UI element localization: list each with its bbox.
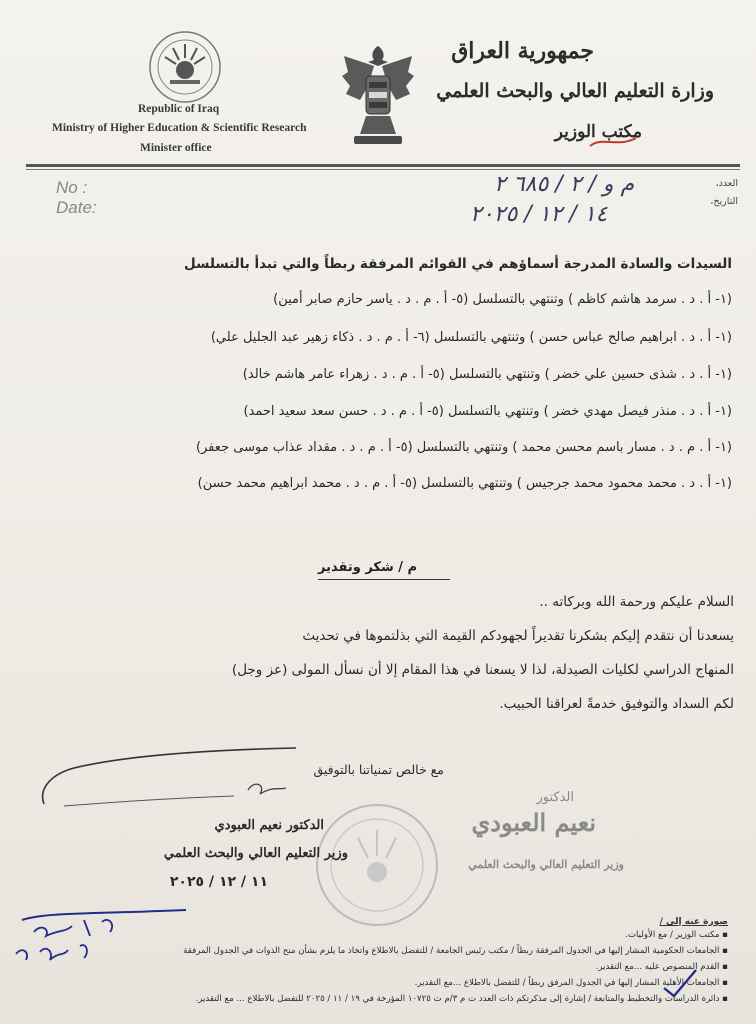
greeting-line: السلام عليكم ورحمة الله وبركاته ..	[539, 594, 734, 610]
signer-title: وزير التعليم العالي والبحث العلمي	[163, 846, 348, 861]
list-item: (١- أ . د . منذر فيصل مهدي خضر ) وتنتهي بالتسلسل (٥- أ . م . د . حسن سعد سعيد احمد)	[243, 404, 732, 419]
ministry-seal-logo	[148, 30, 222, 104]
cc-item: ▪ مكتب الوزير / مع الأوليات.	[625, 930, 728, 940]
list-item: (١- أ . م . د . مسار باسم محسن محمد ) وتنتهي بالتسلسل (٥- أ . م . د . مقداد عذاب موسى جعفر)	[195, 440, 732, 455]
header-ministry-en: Ministry of Higher Education & Scientific Research	[52, 122, 307, 134]
stamp-name: نعيم العبودي	[471, 808, 596, 837]
body-paragraph-line: لكم السداد والتوفيق خدمةً لعراقنا الحبيب.	[499, 696, 734, 712]
reference-number: م و / ٢ / ٦٨٥ ٢	[494, 172, 635, 197]
date-label-ar: التاريخ،	[710, 196, 738, 207]
date-label-en: Date:	[56, 198, 97, 217]
subject-underline	[318, 579, 450, 580]
signature-date: ١١ / ١٢ / ٢٠٢٥	[169, 874, 268, 890]
closing-line: مع خالص تمنياتنا بالتوفيق	[313, 762, 444, 777]
reference-date: ١٤ / ١٢ / ٢٠٢٥	[470, 202, 608, 227]
official-stamp	[312, 800, 442, 930]
subject-line: م / شكر وتقدير	[318, 560, 418, 575]
list-item: (١- أ . د . محمد محمود محمد جرجيس ) وتنتهي بالتسلسل (٥- أ . م . د . محمد ابراهيم محمد حسن)	[197, 476, 732, 491]
red-pen-mark	[588, 132, 638, 152]
header-office-en: Minister office	[140, 142, 212, 154]
blue-pen-annotation	[6, 902, 206, 972]
header-ministry-ar: وزارة التعليم العالي والبحث العلمي	[436, 80, 714, 102]
cc-item: ▪ الجامعات الحكومية المشار إليها في الجدول المرفقة ربطاً / مكتب رئيس الجامعة / للتفضل بالاطلاع واتخاذ ما يلزم بشأن منح الذوات في الجدول المرفقة	[183, 946, 728, 956]
cc-title: صورة عنه إلى /	[659, 917, 728, 927]
header-rule-thick	[26, 164, 740, 167]
header-country-en: Republic of Iraq	[138, 103, 220, 115]
body-paragraph-line: المنهاج الدراسي لكليات الصيدلة، لذا لا يسعنا في هذا المقام إلا أن نسأل المولى (عز وجل)	[231, 662, 734, 678]
header-rule-thin	[26, 169, 740, 170]
body-paragraph-line: يسعدنا أن نتقدم إليكم بشكرنا تقديراً لجهودكم القيمة التي بذلتموها في تحديث	[302, 628, 734, 644]
stamp-title: وزير التعليم العالي والبحث العلمي	[468, 858, 624, 871]
header-country-ar: جمهورية العراق	[451, 38, 594, 64]
stamp-prefix: الدكتور	[536, 790, 574, 805]
iraq-eagle-emblem	[338, 42, 418, 148]
no-label-en: No :	[56, 178, 88, 197]
addressee-line: السيدات والسادة المدرجة أسماؤهم في القوائم المرفقة ربطاً والتي تبدأ بالتسلسل	[184, 256, 732, 272]
cc-item: ▪ دائرة الدراسات والتخطيط والمتابعة / إشارة إلى مذكرتكم ذات العدد ت م ٣/م ت ١٠٧٢٥ المؤرخة في ١٩ / ١١ / ٢٠٢٥ للتفضل بالاطلاع ... مع التقدير.	[195, 994, 728, 1004]
cc-item: ▪ الجامعات الأهلية المشار إليها في الجدول المرفق ربطاً / للتفضل بالاطلاع ...مع التقدير.	[415, 978, 728, 988]
list-item: (١- أ . د . شذى حسين علي خضر ) وتنتهي بالتسلسل (٥- أ . م . د . زهراء عامر هاشم خالد)	[242, 367, 732, 382]
list-item: (١- أ . د . ابراهيم صالح عباس حسن ) وتنتهي بالتسلسل (٦- أ . م . د . ذكاء زهير عبد الجليل علي)	[210, 330, 732, 345]
header-office-ar: مكتب الوزير	[554, 122, 642, 142]
cc-item: ▪ القدم المنصوص عليه ...مع التقدير.	[596, 962, 728, 972]
list-item: (١- أ . د . سرمد هاشم كاظم ) وتنتهي بالتسلسل (٥- أ . م . د . ياسر حازم صابر أمين)	[273, 292, 732, 307]
handwritten-signature	[34, 744, 304, 816]
no-label-ar: العدد،	[715, 178, 738, 189]
signer-name: الدكتور نعيم العبودي	[214, 818, 324, 833]
